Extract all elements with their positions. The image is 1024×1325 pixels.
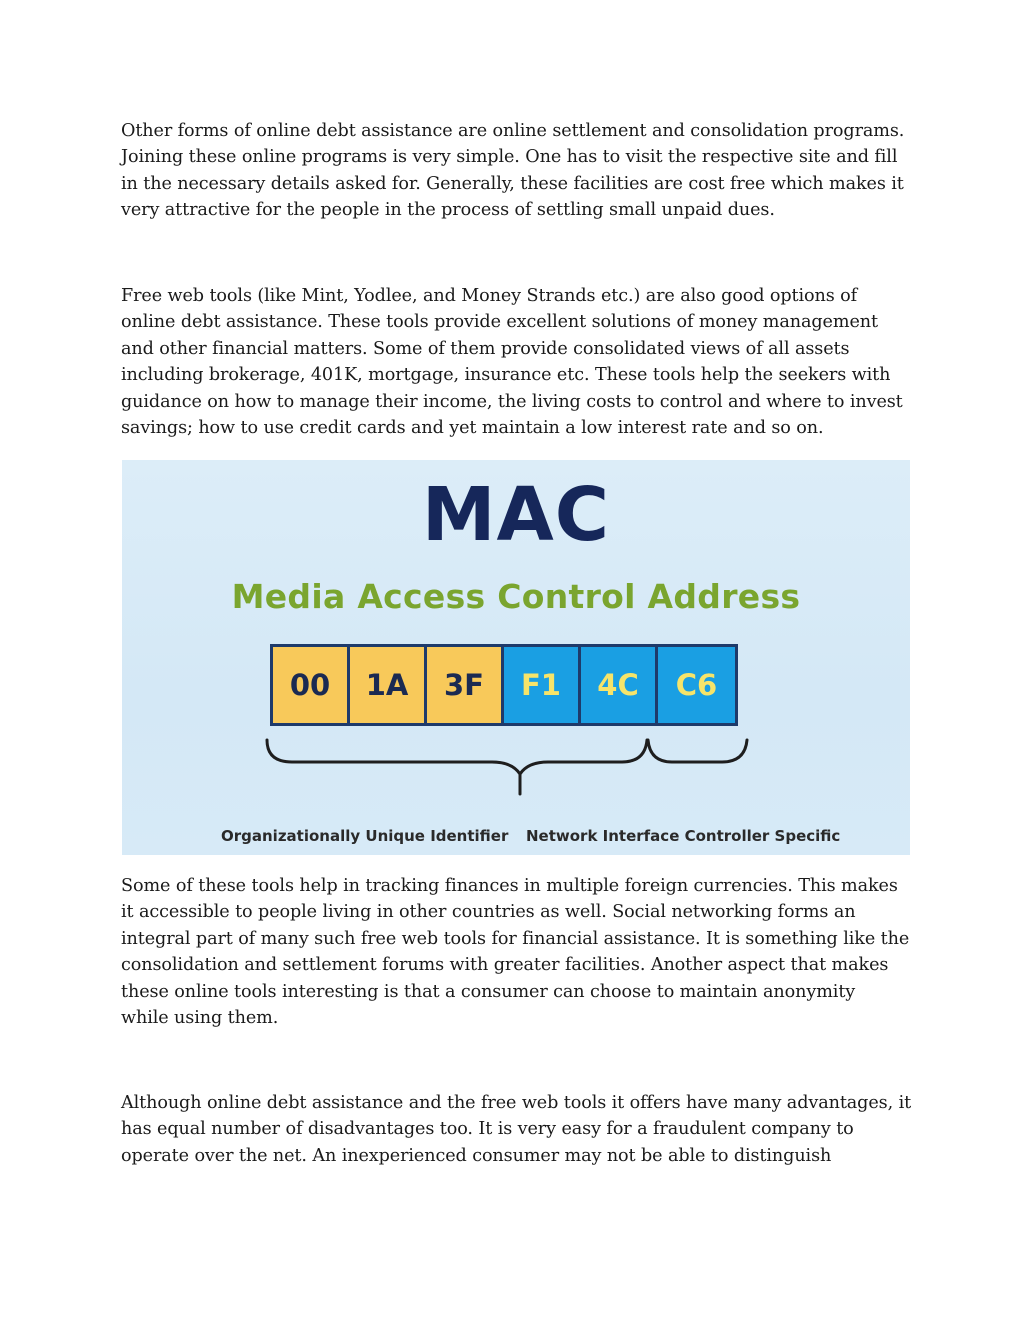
text-line: these online tools interesting is that a consumer can choose to maintain anonymity (121, 981, 856, 1002)
text-line: consolidation and settlement forums with greater facilities. Another aspect that makes (121, 955, 889, 976)
text-line: very attractive for the people in the process of settling small unpaid dues. (121, 200, 775, 221)
label-oui: Organizationally Unique Identifier (221, 827, 509, 845)
text-line: and other financial matters. Some of them provide consolidated views of all assets (121, 338, 850, 359)
text-line: it accessible to people living in other countries as well. Social networking forms an (121, 902, 856, 923)
text-line: Free web tools (like Mint, Yodlee, and Money Strands etc.) are also good options of (121, 286, 858, 306)
label-nic: Network Interface Controller Specific (526, 827, 841, 845)
brace-oui (267, 740, 647, 794)
mac-address-figure (122, 460, 910, 855)
mac-octet-row (270, 644, 738, 726)
octet-box-nic: 4C (581, 647, 658, 723)
paragraph-foreign-currencies (121, 873, 921, 1031)
paragraph-free-web-tools (121, 283, 921, 441)
text-line: Joining these online programs is very simple. One has to visit the respective site and fill (121, 147, 898, 168)
curly-braces-graphic (262, 734, 752, 806)
text-line: operate over the net. An inexperienced consumer may not be able to distinguish (121, 1145, 832, 1166)
text-line: including brokerage, 401K, mortgage, insurance etc. These tools help the seekers with (121, 365, 891, 386)
brace-nic (648, 740, 747, 762)
text-line: Other forms of online debt assistance are online settlement and consolidation programs. (121, 121, 905, 141)
text-line: has equal number of disadvantages too. It is very easy for a fraudulent company to (121, 1119, 854, 1140)
text-line: guidance on how to manage their income, the living costs to control and where to invest (121, 391, 903, 412)
text-line: Some of these tools help in tracking finances in multiple foreign currencies. This makes (121, 876, 898, 896)
octet-box-oui: 1A (350, 647, 427, 723)
text-line: integral part of many such free web tools for financial assistance. It is something like the (121, 928, 910, 949)
octet-box-nic: C6 (658, 647, 735, 723)
figure-subtitle: Media Access Control Address (231, 577, 801, 616)
octet-box-oui: 3F (427, 647, 504, 723)
text-line: while using them. (121, 1008, 279, 1029)
text-line: savings; how to use credit cards and yet maintain a low interest rate and so on. (121, 418, 824, 439)
text-line: in the necessary details asked for. Generally, these facilities are cost free which makes it (121, 173, 904, 194)
paragraph-disadvantages (121, 1090, 921, 1169)
octet-box-nic: F1 (504, 647, 581, 723)
text-line: online debt assistance. These tools provide excellent solutions of money management (121, 312, 878, 333)
text-line: Although online debt assistance and the free web tools it offers have many advantages, it (121, 1093, 912, 1113)
octet-box-oui: 00 (273, 647, 350, 723)
figure-title: MAC (421, 472, 611, 558)
paragraph-settlement-programs (121, 118, 921, 224)
